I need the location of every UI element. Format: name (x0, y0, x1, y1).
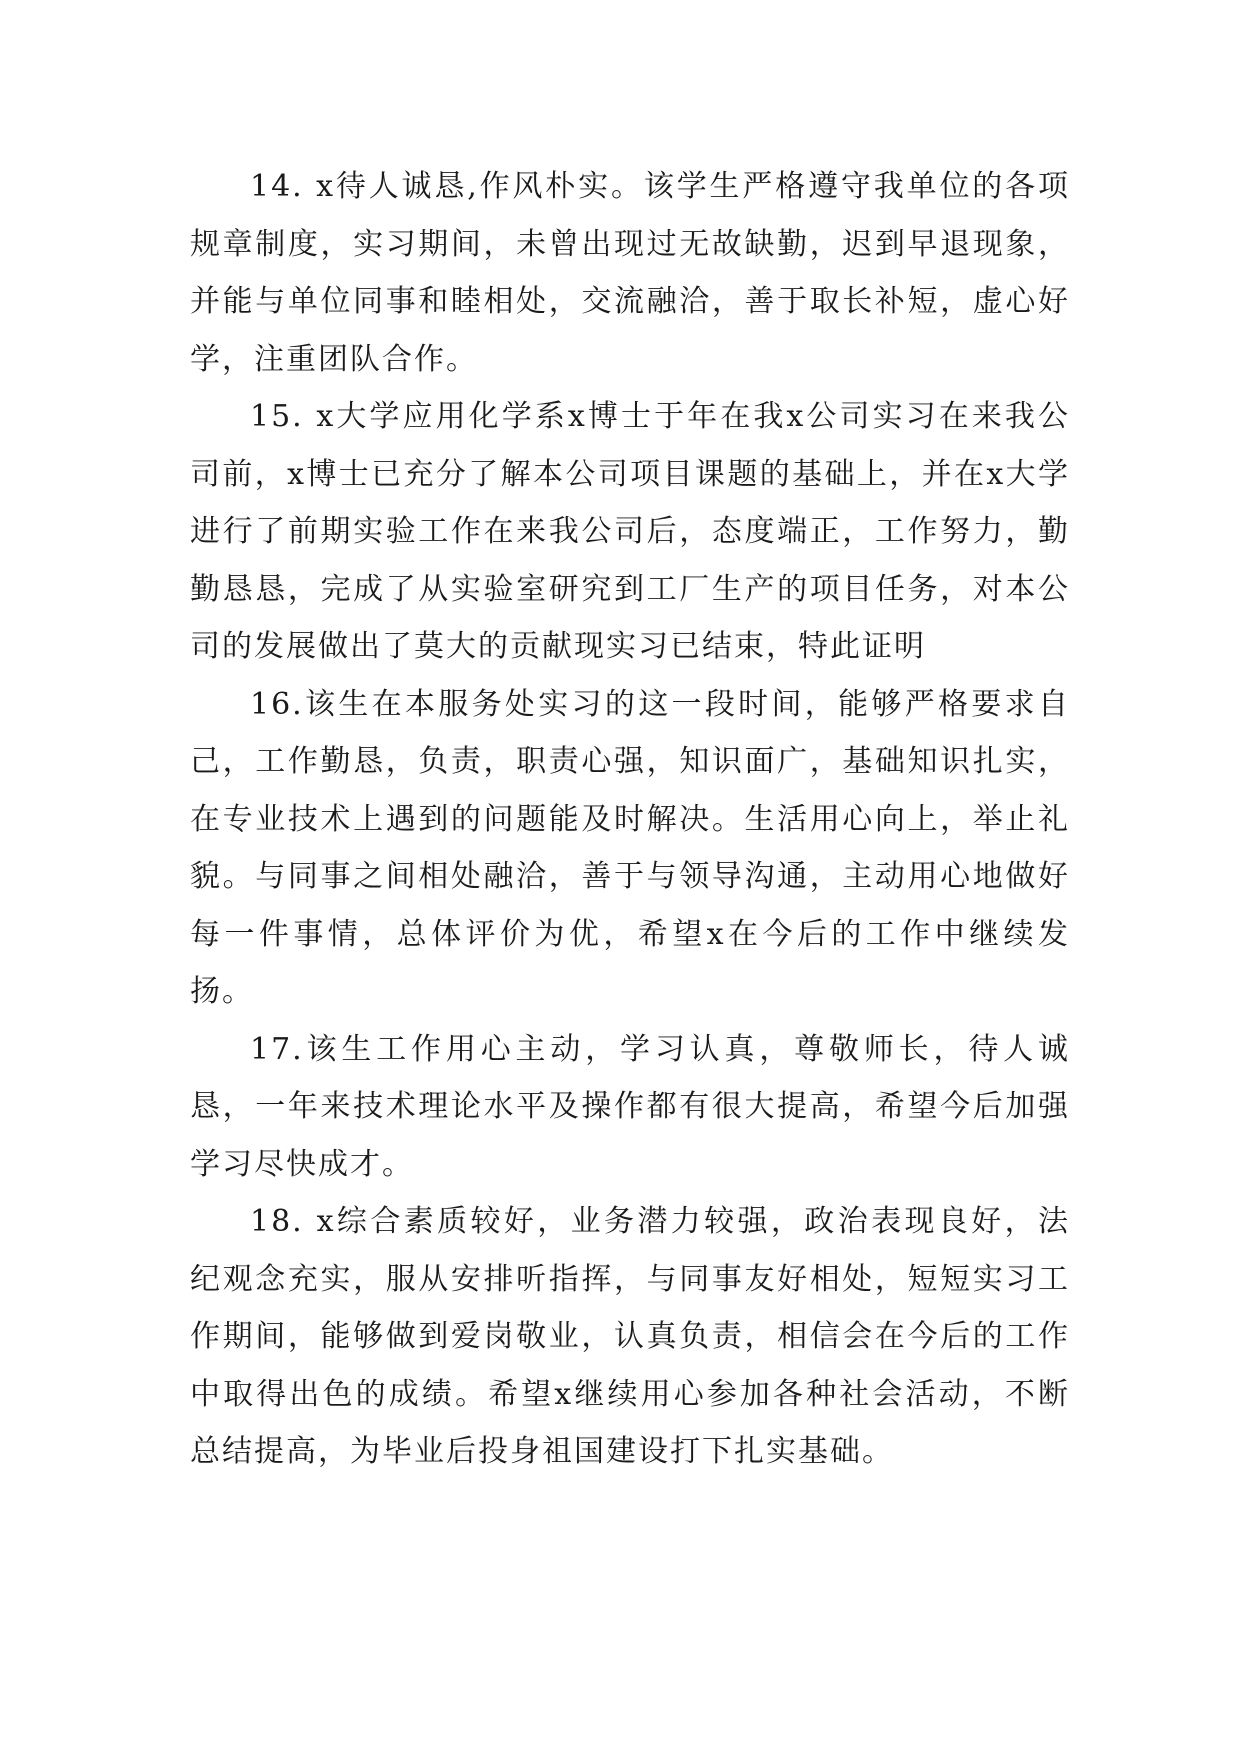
paragraph-18: 18. x综合素质较好，业务潜力较强，政治表现良好，法纪观念充实，服从安排听指挥，与同事友好相处，短短实习工作期间，能够做到爱岗敬业，认真负责，相信会在今后的工作中取得出色的成绩。希望x继续用心参加各种社会活动，不断总结提高，为毕业后投身祖国建设打下扎实基础。 (190, 1204, 1070, 1469)
paragraph-16: 16.该生在本服务处实习的这一段时间，能够严格要求自己，工作勤恳，负责，职责心强，知识面广，基础知识扎实，在专业技术上遇到的问题能及时解决。生活用心向上，举止礼貌。与同事之间相处融洽，善于与领导沟通，主动用心地做好每一件事情，总体评价为优，希望x在今后的工作中继续发扬。 (190, 686, 1070, 1009)
document-body (190, 158, 1070, 1481)
paragraph-14: 14. x待人诚恳,作风朴实。该学生严格遵守我单位的各项规章制度，实习期间，未曾出现过无故缺勤，迟到早退现象，并能与单位同事和睦相处，交流融洽，善于取长补短，虚心好学，注重团队合作。 (190, 169, 1070, 377)
paragraph-15: 15. x大学应用化学系x博士于年在我x公司实习在来我公司前，x博士已充分了解本公司项目课题的基础上，并在x大学进行了前期实验工作在来我公司后，态度端正，工作努力，勤勤恳恳，完成了从实验室研究到工厂生产的项目任务，对本公司的发展做出了莫大的贡献现实习已结束，特此证明 (190, 399, 1070, 664)
paragraph-17: 17.该生工作用心主动，学习认真，尊敬师长，待人诚恳，一年来技术理论水平及操作都有很大提高，希望今后加强学习尽快成才。 (190, 1031, 1070, 1182)
